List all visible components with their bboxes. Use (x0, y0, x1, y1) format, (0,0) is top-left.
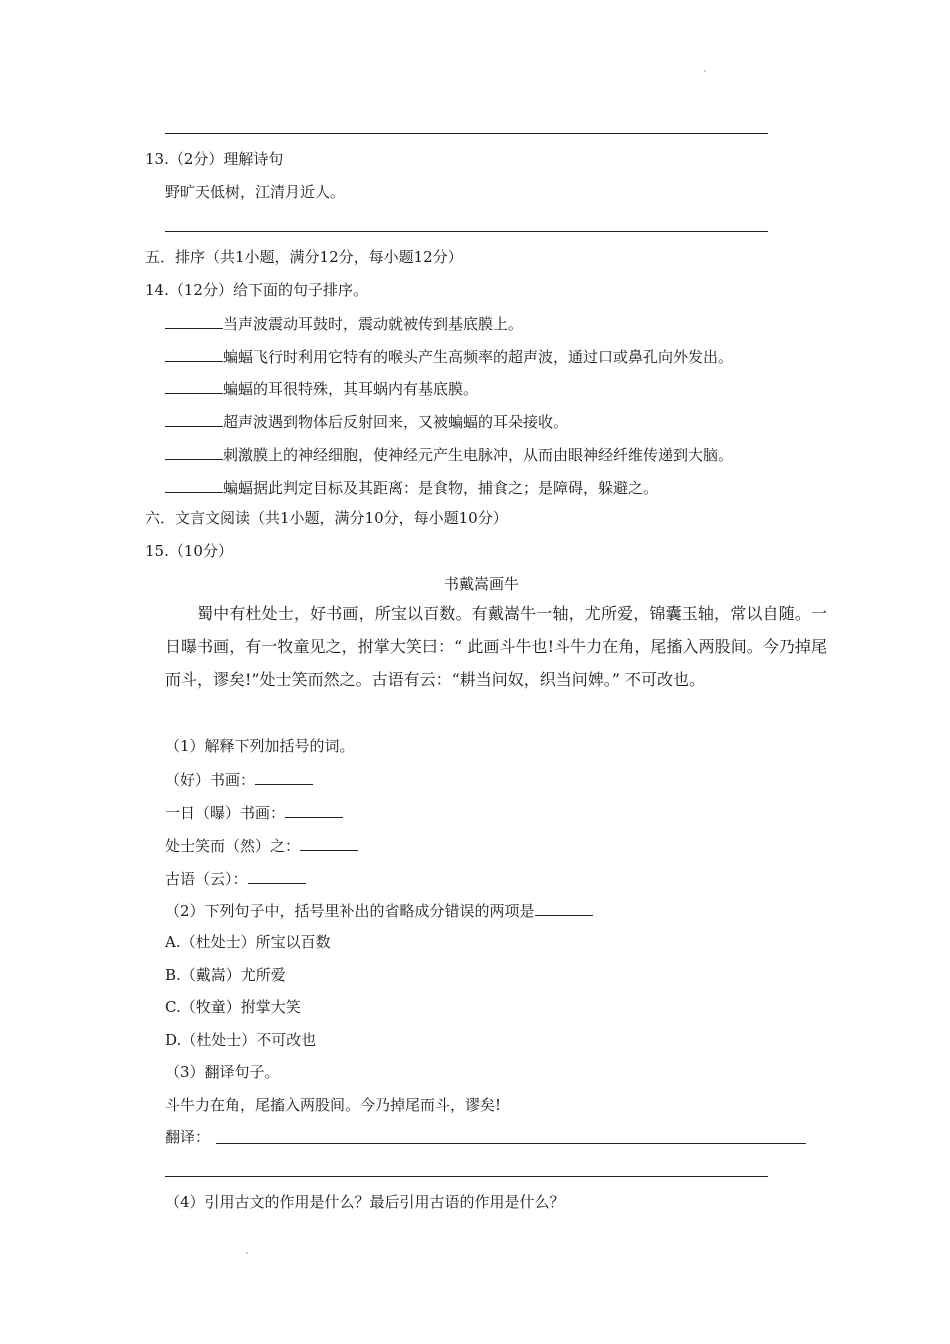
scan-speck (246, 1252, 248, 1254)
q14-item (165, 312, 523, 334)
scan-speck (704, 70, 706, 72)
passage-text (165, 597, 827, 696)
q14-item (165, 476, 658, 498)
sub2-prompt-line (165, 899, 593, 921)
q14-item (165, 377, 478, 399)
q13-poem: 野旷天低树，江清月近人。 (165, 183, 346, 201)
q14-blank[interactable] (165, 345, 223, 362)
sub1-blank[interactable] (300, 834, 358, 851)
answer-line (165, 133, 768, 134)
sub4-prompt: （4）引用古文的作用是什么？最后引用古语的作用是什么？ (165, 1193, 565, 1211)
q13-header: 13.（2分）理解诗句 (145, 150, 284, 168)
sub2-blank[interactable] (535, 899, 593, 916)
q14-item-text: 刺激膜上的神经细胞，使神经元产生电脉冲，从而由眼神经纤维传递到大脑。 (223, 446, 734, 464)
translation-line-2[interactable] (165, 1176, 768, 1177)
q14-item-text: 蝙蝠的耳很特殊，其耳蜗内有基底膜。 (223, 380, 479, 398)
q13-answer-line[interactable] (165, 231, 768, 232)
sub3-sentence: 斗牛力在角，尾搐入两股间。今乃掉尾而斗，谬矣! (165, 1096, 502, 1114)
q14-item-text: 蝙蝠飞行时利用它特有的喉头产生高频率的超声波，通过口或鼻孔向外发出。 (223, 348, 734, 366)
sub2-prompt: （2）下列句子中，括号里补出的省略成分错误的两项是 (165, 902, 535, 920)
q14-blank[interactable] (165, 312, 223, 329)
sub1-prompt: （1）解释下列加括号的词。 (165, 737, 355, 755)
sub1-item (165, 867, 306, 889)
q14-header: 14.（12分）给下面的句子排序。 (145, 281, 368, 299)
sub1-item (165, 801, 343, 823)
q14-item (165, 410, 568, 432)
sub2-option-d[interactable]: D.（杜处士）不可改也 (165, 1031, 317, 1049)
section5-heading: 五．排序（共1小题，满分12分，每小题12分） (145, 248, 463, 266)
sub3-prompt: （3）翻译句子。 (165, 1063, 280, 1081)
section6-heading: 六．文言文阅读（共1小题，满分10分，每小题10分） (145, 509, 508, 527)
sub1-blank[interactable] (248, 867, 306, 884)
sub1-item-text: 古语（云）： (165, 870, 248, 888)
sub2-option-b[interactable]: B.（戴嵩）尤所爱 (165, 966, 286, 984)
sub1-blank[interactable] (285, 801, 343, 818)
q14-blank[interactable] (165, 476, 223, 493)
passage-title: 书戴嵩画牛 (444, 575, 520, 593)
sub1-blank[interactable] (255, 768, 313, 785)
sub1-item-text: （好）书画： (165, 771, 256, 789)
translation-line[interactable] (216, 1143, 806, 1144)
sub1-item (165, 768, 313, 790)
q15-header: 15.（10分） (145, 542, 233, 560)
sub1-item-text: 一日（曝）书画： (165, 804, 286, 822)
q14-item (165, 345, 733, 367)
q14-item (165, 443, 733, 465)
q14-blank[interactable] (165, 377, 223, 394)
sub1-item-text: 处士笑而（然）之： (165, 837, 301, 855)
q14-item-text: 蝙蝠据此判定目标及其距离：是食物，捕食之；是障碍，躲避之。 (223, 479, 659, 497)
sub2-option-a[interactable]: A.（杜处士）所宝以百数 (165, 933, 331, 951)
q14-item-text: 超声波遇到物体后反射回来，又被蝙蝠的耳朵接收。 (223, 413, 569, 431)
sub2-option-c[interactable]: C.（牧童）拊掌大笑 (165, 998, 301, 1016)
q14-blank[interactable] (165, 443, 223, 460)
translation-label: 翻译： (165, 1128, 211, 1146)
q14-item-text: 当声波震动耳鼓时，震动就被传到基底膜上。 (223, 315, 524, 333)
q14-blank[interactable] (165, 410, 223, 427)
sub1-item (165, 834, 358, 856)
passage-body: 蜀中有杜处士，好书画，所宝以百数。有戴嵩牛一轴，尤所爱，锦囊玉轴，常以自随。一日曝书画，有一牧童见之，拊掌大笑曰：“ 此画斗牛也!斗牛力在角，尾搐入两股间。今乃掉尾而斗，谬矣!”处士笑而然之。古语有云：“耕当问奴，织当问婢。” 不可改也。 (165, 604, 827, 689)
